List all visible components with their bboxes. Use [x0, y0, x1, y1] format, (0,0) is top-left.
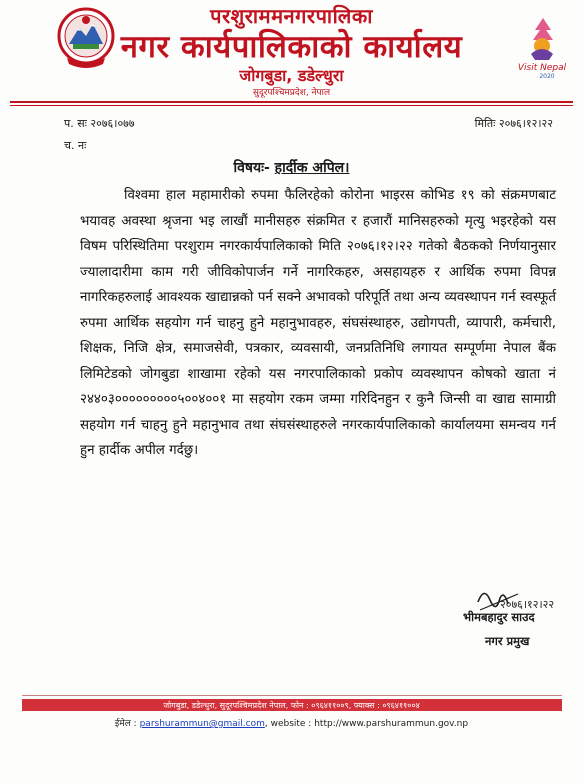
email-link[interactable]: parshurammun@gmail.com: [139, 719, 265, 729]
dispatch-number: च. नः: [64, 139, 87, 152]
subject-prefix: विषयः-: [233, 160, 270, 176]
header-divider-thin: [10, 105, 573, 106]
footer-address: जोगबुडा, डडेल्धुरा, सुदूरपश्चिमप्रदेश नेपाल, फोन : ०९६४११००९, फ्याक्स : ०९६४११००४: [163, 701, 420, 710]
visit-logo-text: Visit Nepal: [517, 63, 567, 73]
footer-contact: [0, 716, 583, 729]
signatory-name: भीमबहादुर साउद: [463, 610, 535, 624]
website-link[interactable]: http://www.parshurammun.gov.np: [314, 719, 469, 729]
footer-divider: [22, 695, 562, 696]
header-divider: [10, 101, 573, 103]
letter-body: [80, 183, 556, 464]
body-paragraph: विश्वमा हाल महामारीको रुपमा फैलिरहेको कोरोना भाइरस कोभिड १९ को संक्रमणबाट भयावह अवस्था श्रृजना भइ लाखौं मानीसहरु संक्रमित र हजारौं मानिसहरुको मृत्यु भइरहेको यस विषम परिस्थितिमा परशुराम नगरकार्यपालिकाको मिति २०७६।१२।२२ गतेको बैठकको निर्णयानुसार ज्यालादारीमा काम गरी जीविकोपार्जन गर्ने नागरिकहरु, असहायहरु र आर्थिक रुपमा विपन्न नागरिकहरुलाई आवश्यक खाद्यान्नको पर्न सक्ने अभावको परिपूर्ति तथा अन्य व्यवस्थापन गर्न स्वस्फूर्त रुपमा आर्थिक सहयोग गर्न चाहनु हुने महानुभावहरु, संघसंस्थाहरु, उद्योगपती, व्यापारी, कर्मचारी, शिक्षक, निजि क्षेत्र, समाजसेवी, पत्रकार, व्यवसायी, जनप्रतिनिधि लगायत सम्पूर्णमा नेपाल बैंक लिमिटेडको जोगबुडा शाखामा रहेको यस नगरपालिकाको प्रकोप व्यवस्थापन कोषको खाता नं २४४०३०००००००००५००४००१ मा सहयोग रकम जम्मा गरिदिनहुन र कुनै जिन्सी वा खाद्य सामाग्री सहयोग गर्न चाहनु हुने महानुभाव तथा संघसंस्थाहरुले नगरकार्यपालिकाको कार्यालयमा समन्वय गर्न हुन हार्दीक अपील गर्दछु।: [80, 188, 556, 458]
letter-subject: [0, 158, 583, 177]
visit-nepal-logo-icon: [513, 14, 571, 82]
signature-date: २०७६।१२।२२: [500, 598, 555, 611]
municipality-name: परशुराममनगरपालिका: [210, 4, 373, 28]
office-name: नगर कार्यपालिकाको कार्यालय: [120, 29, 463, 65]
signatory-title: नगर प्रमुख: [485, 634, 530, 648]
subject-text: हार्दीक अपिल।: [274, 160, 350, 176]
letter-reference-number: प. सः २०७६।०७७: [64, 117, 135, 130]
letter-date: मितिः २०७६।१२।२२: [474, 117, 553, 130]
email-label: ईमेल :: [114, 719, 137, 729]
visit-logo-year: 2020: [539, 73, 555, 80]
website-label: , website :: [264, 719, 312, 729]
office-location: जोगबुडा, डडेल्धुरा: [239, 66, 344, 85]
office-province: सुदूरपश्चिमप्रदेश, नेपाल: [252, 88, 331, 98]
